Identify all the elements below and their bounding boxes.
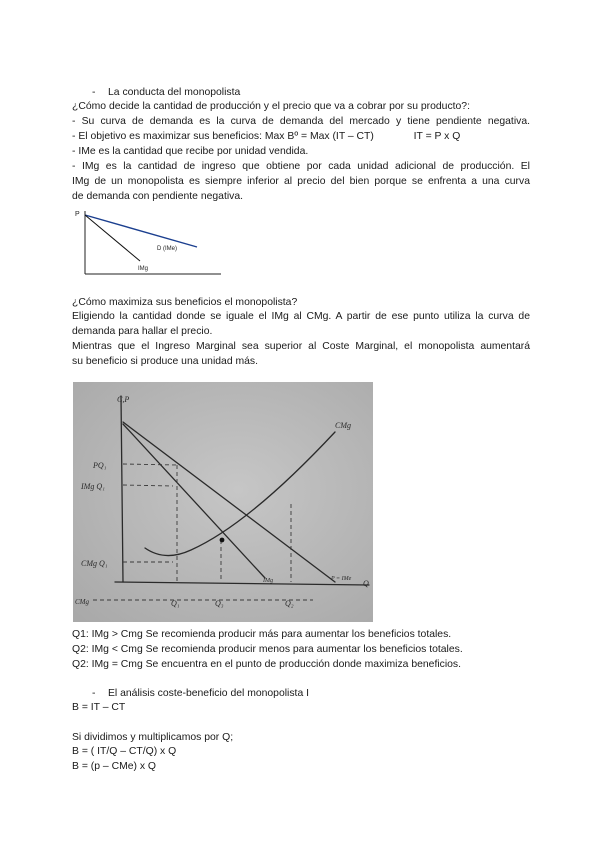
demand-marginal-revenue-figure — [72, 205, 222, 277]
label-cmg: CMg — [335, 421, 351, 430]
section4-line: Si dividimos y multiplicamos por Q; — [72, 732, 234, 743]
section2-line: su beneficio si produce una unidad más. — [72, 356, 258, 367]
photo-background — [73, 382, 373, 622]
section1-line-objective — [72, 130, 530, 144]
section2-line: Mientras que el Ingreso Marginal sea superior al Coste Marginal, el monopolista aumentará — [72, 341, 530, 352]
label-axis-y: C,P — [117, 395, 130, 404]
objective-text: - El objetivo es maximizar sus beneficios: Max Bº = Max (IT – CT) — [72, 131, 374, 142]
section2-question: ¿Cómo maximiza sus beneficios el monopolista? — [72, 297, 298, 308]
label-pq1: PQ₁ — [93, 461, 107, 470]
section1-line: de demanda con pendiente negativa. — [72, 191, 244, 202]
section4-line: B = (p – CMe) x Q — [72, 761, 157, 772]
fig1-img-label: IMg — [138, 266, 149, 272]
section1-bullet: - — [92, 87, 96, 98]
section4-heading: El análisis coste-beneficio del monopolista I — [108, 688, 309, 699]
label-axis-x: Q — [363, 579, 369, 588]
section4-bullet: - — [92, 688, 96, 699]
section1-question: ¿Cómo decide la cantidad de producción y el precio que va a cobrar por su producto?: — [72, 101, 470, 112]
section1-line: - Su curva de demanda es la curva de demanda del mercado y tiene pendiente negativa. — [72, 116, 530, 127]
label-q1: Q₁ — [171, 599, 180, 608]
optimum-point — [220, 538, 225, 543]
label-img-q1: IMg Q₁ — [81, 482, 105, 491]
section3-line: Q2: IMg = Cmg Se encuentra en el punto de producción donde maximiza beneficios. — [72, 659, 462, 670]
demand-curve — [85, 215, 197, 247]
monopoly-hand-drawn-graph — [73, 382, 373, 622]
label-q2: Q₂ — [285, 599, 294, 608]
fig1-demand-label: D (IMe) — [157, 246, 177, 252]
section1-line: - IMg es la cantidad de ingreso que obtiene por cada unidad adicional de producción. El — [72, 161, 530, 172]
marginal-revenue-curve — [85, 215, 140, 261]
section3-line: Q2: IMg < Cmg Se recomienda producir menos para aumentar los beneficios totales. — [72, 644, 463, 655]
label-demand-line: P = IMe — [331, 576, 352, 582]
section1-heading: La conducta del monopolista — [108, 87, 241, 98]
fig1-p-label: P — [75, 211, 80, 218]
label-q3: Q₃ — [215, 599, 224, 608]
section3-line: Q1: IMg > Cmg Se recomienda producir más para aumentar los beneficios totales. — [72, 629, 452, 640]
label-cmg-axis: CMg — [75, 598, 89, 606]
label-img-line: IMg — [263, 578, 273, 584]
section4-line: B = ( IT/Q – CT/Q) x Q — [72, 746, 177, 757]
formula-it: IT = P x Q — [413, 131, 461, 142]
section1-line: IMg de un monopolista es siempre inferior al precio del bien porque se enfrenta a una curva — [72, 176, 530, 187]
section4-line: B = IT – CT — [72, 702, 126, 713]
section1-line: - IMe es la cantidad que recibe por unidad vendida. — [72, 146, 309, 157]
section2-line: demanda para hallar el precio. — [72, 326, 213, 337]
label-cmg-q1: CMg Q₁ — [81, 559, 108, 568]
section2-line: Eligiendo la cantidad donde se iguale el IMg al CMg. A partir de ese punto utiliza la curva de — [72, 311, 530, 322]
